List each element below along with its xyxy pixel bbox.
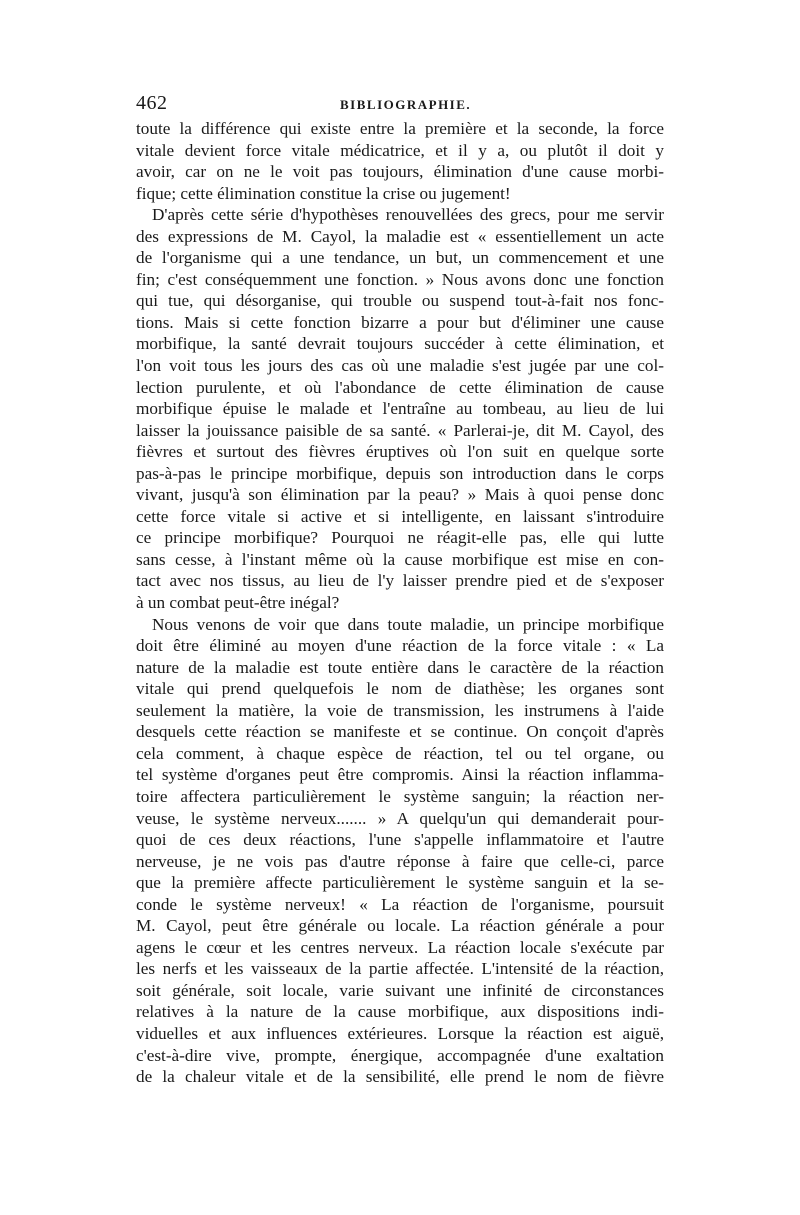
text-line: ce principe morbifique? Pourquoi ne réagit-elle pas, elle qui lutte: [136, 528, 664, 548]
text-line: quoi de ces deux réactions, l'une s'appelle inflammatoire et l'autre: [136, 830, 664, 850]
text-line: agens le cœur et les centres nerveux. La réaction locale s'exécute par: [136, 937, 664, 957]
text-line: fique; cette élimination constitue la crise ou jugement!: [136, 183, 511, 203]
text-line: toute la différence qui existe entre la première et la seconde, la force: [136, 119, 664, 138]
text-line: Nous venons de voir que dans toute maladie, un principe morbifique: [152, 614, 664, 634]
text-line: avoir, car on ne le voit pas toujours, élimination d'une cause morbi-: [136, 162, 664, 182]
text-line: de la chaleur vitale et de la sensibilité, elle prend le nom de fièvre: [136, 1067, 664, 1087]
text-line: vivant, jusqu'à son élimination par la peau? » Mais à quoi pense donc: [136, 485, 664, 505]
text-line: desquels cette réaction se manifeste et se continue. On conçoit d'après: [136, 722, 664, 742]
text-line: vitale devient force vitale médicatrice, et il y a, ou plutôt il doit y: [136, 140, 664, 160]
text-line: tel système d'organes peut être compromis. Ainsi la réaction inflamma-: [136, 765, 664, 785]
text-line: qui tue, qui désorganise, qui trouble ou suspend tout-à-fait nos fonc-: [136, 291, 664, 311]
text-line: fin; c'est conséquemment une fonction. » Nous avons donc une fonction: [136, 269, 664, 289]
text-line: les nerfs et les vaisseaux de la partie affectée. L'intensité de la réaction,: [136, 959, 664, 979]
book-page: [136, 88, 664, 1088]
text-line: soit générale, soit locale, varie suivant une infinité de circonstances: [136, 980, 664, 1000]
body-text: [136, 118, 664, 1088]
text-line: seulement la matière, la voie de transmission, les instrumens à l'aide: [136, 700, 664, 720]
text-line: viduelles et aux influences extérieures. Lorsque la réaction est aiguë,: [136, 1023, 664, 1043]
text-line: à un combat peut-être inégal?: [136, 593, 340, 613]
text-line: l'on voit tous les jours des cas où une maladie s'est jugée par une col-: [136, 356, 664, 376]
text-line: cette force vitale si active et si intelligente, en laissant s'introduire: [136, 506, 664, 526]
text-line: M. Cayol, peut être générale ou locale. La réaction générale a pour: [136, 916, 664, 936]
text-line: c'est-à-dire vive, prompte, énergique, accompagnée d'une exaltation: [136, 1045, 664, 1065]
running-head: BIBLIOGRAPHIE.: [340, 97, 472, 112]
text-line: morbifique épuise le malade et l'entraîne au tombeau, au lieu de lui: [136, 399, 664, 419]
page-number: 462: [136, 92, 168, 114]
text-line: conde le système nerveux! « La réaction de l'organisme, poursuit: [136, 894, 664, 914]
text-line: toire affectera particulièrement le système sanguin; la réaction ner-: [136, 786, 664, 806]
text-line: morbifique, la santé devrait toujours succéder à cette élimination, et: [136, 334, 664, 354]
text-line: tions. Mais si cette fonction bizarre a pour but d'éliminer une cause: [136, 312, 664, 332]
text-line: lection purulente, et où l'abondance de cette élimination de cause: [136, 377, 664, 397]
text-line: doit être éliminé au moyen d'une réaction de la force vitale : « La: [136, 636, 664, 656]
text-line: que la première affecte particulièrement le système sanguin et la se-: [136, 873, 664, 893]
page-header: [136, 88, 664, 118]
text-line: relatives à la nature de la cause morbifique, aux dispositions indi-: [136, 1002, 664, 1022]
text-line: pas-à-pas le principe morbifique, depuis son introduction dans le corps: [136, 463, 664, 483]
text-line: nerveuse, je ne vois pas d'autre réponse à faire que celle-ci, parce: [136, 851, 664, 871]
text-line: sans cesse, à l'instant même où la cause morbifique est mise en con-: [136, 549, 664, 569]
text-line: des expressions de M. Cayol, la maladie est « essentiellement un acte: [136, 226, 664, 246]
text-line: D'après cette série d'hypothèses renouvellées des grecs, pour me servir: [152, 205, 664, 225]
text-line: veuse, le système nerveux....... » A quelqu'un qui demanderait pour-: [136, 808, 664, 828]
text-line: nature de la maladie est toute entière dans le caractère de la réaction: [136, 657, 664, 677]
text-line: cela comment, à chaque espèce de réaction, tel ou tel organe, ou: [136, 743, 664, 763]
text-line: laisser la jouissance paisible de sa santé. « Parlerai-je, dit M. Cayol, des: [136, 420, 664, 440]
text-line: de l'organisme qui a une tendance, un but, un commencement et une: [136, 248, 664, 268]
text-line: vitale qui prend quelquefois le nom de diathèse; les organes sont: [136, 679, 664, 699]
text-line: tact avec nos tissus, au lieu de l'y laisser prendre pied et de s'exposer: [136, 571, 664, 591]
text-line: fièvres et surtout des fièvres éruptives où l'on suit en quelque sorte: [136, 442, 664, 462]
